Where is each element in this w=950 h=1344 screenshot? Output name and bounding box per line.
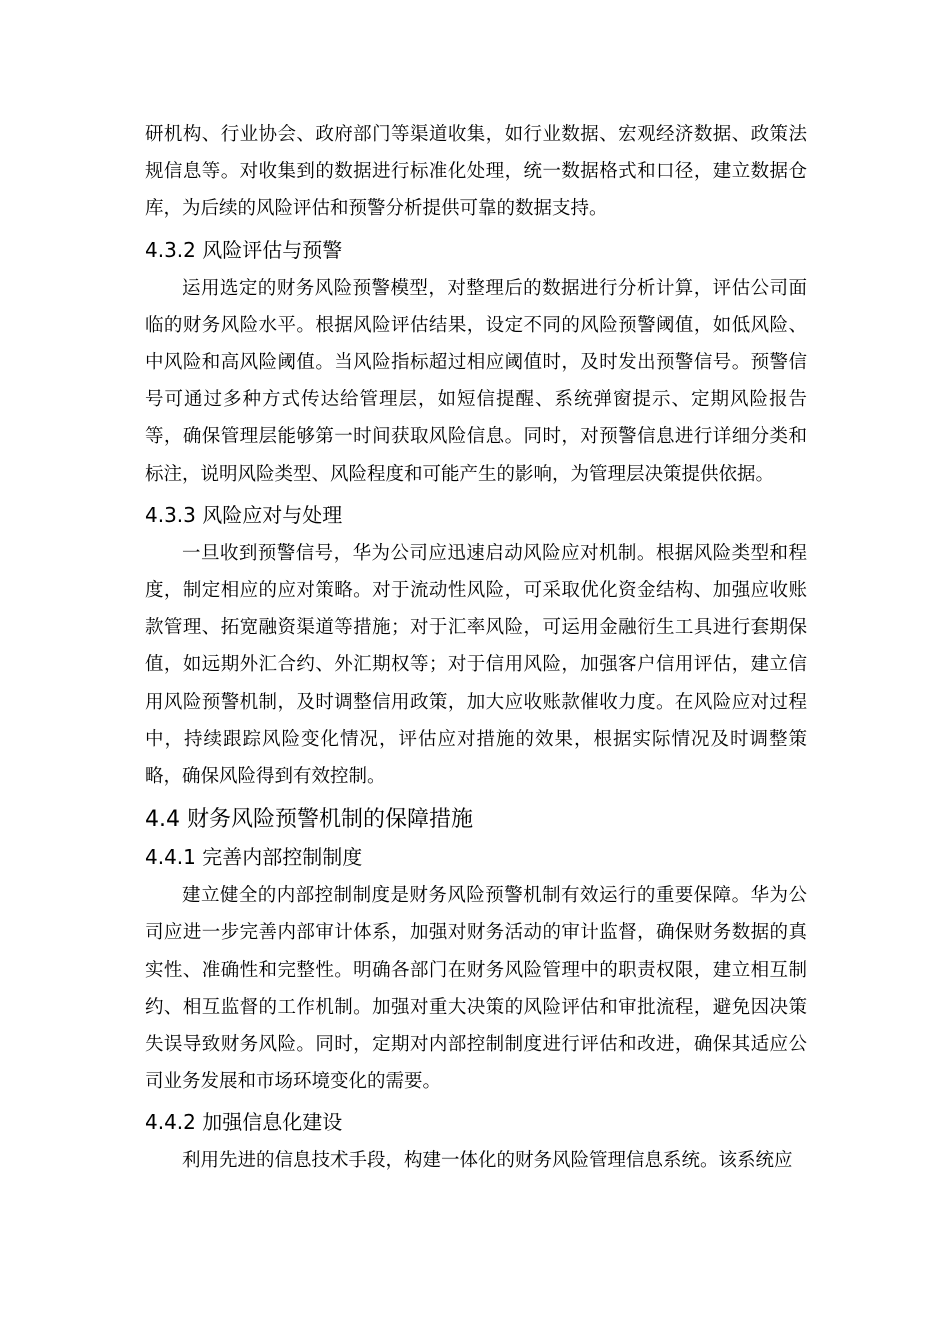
paragraph-informatization: 利用先进的信息技术手段，构建一体化的财务风险管理信息系统。该系统应 (182, 1150, 793, 1172)
section-heading-4-3-2: 4.3.2 风险评估与预警 (145, 237, 343, 262)
section-heading-4-4-1: 4.4.1 完善内部控制制度 (145, 845, 363, 870)
paragraph-risk-assessment: 运用选定的财务风险预警模型，对整理后的数据进行分析计算，评估公司面临的财务风险水平。根据风险评估结果，设定不同的风险预警阈值，如低风险、中风险和高风险阈值。当风险指标超过相应阈值时，及时发出预警信号。预警信号可通过多种方式传达给管理层，如短信提醒、系统弹窗提示、定期风险报告等，确保管理层能够第一时间获取风险信息。同时，对预警信息进行详细分类和标注，说明风险类型、风险程度和可能产生的影响，为管理层决策提供依据。 (145, 277, 807, 485)
paragraph-internal-control: 建立健全的内部控制制度是财务风险预警机制有效运行的重要保障。华为公司应进一步完善内部审计体系，加强对财务活动的审计监督，确保财务数据的真实性、准确性和完整性。明确各部门在财务风险管理中的职责权限，建立相互制约、相互监督的工作机制。加强对重大决策的风险评估和审批流程，避免因决策失误导致财务风险。同时，定期对内部控制制度进行评估和改进，确保其适应公司业务发展和市场环境变化的需要。 (145, 885, 807, 1093)
paragraph-risk-response: 一旦收到预警信号，华为公司应迅速启动风险应对机制。根据风险类型和程度，制定相应的应对策略。对于流动性风险，可采取优化资金结构、加强应收账款管理、拓宽融资渠道等措施；对于汇率风险，可运用金融衍生工具进行套期保值，如远期外汇合约、外汇期权等；对于信用风险，加强客户信用评估，建立信用风险预警机制，及时调整信用政策，加大应收账款催收力度。在风险应对过程中，持续跟踪风险变化情况，评估应对措施的效果，根据实际情况及时调整策略，确保风险得到有效控制。 (145, 542, 807, 788)
paragraph-data-collection-continued: 研机构、行业协会、政府部门等渠道收集，如行业数据、宏观经济数据、政策法规信息等。对收集到的数据进行标准化处理，统一数据格式和口径，建立数据仓库，为后续的风险评估和预警分析提供可靠的数据支持。 (145, 124, 807, 220)
section-heading-4-4-2: 4.4.2 加强信息化建设 (145, 1110, 343, 1135)
page-content (145, 116, 807, 1180)
section-heading-4-4: 4.4 财务风险预警机制的保障措施 (145, 807, 473, 833)
section-heading-4-3-3: 4.3.3 风险应对与处理 (145, 502, 343, 527)
